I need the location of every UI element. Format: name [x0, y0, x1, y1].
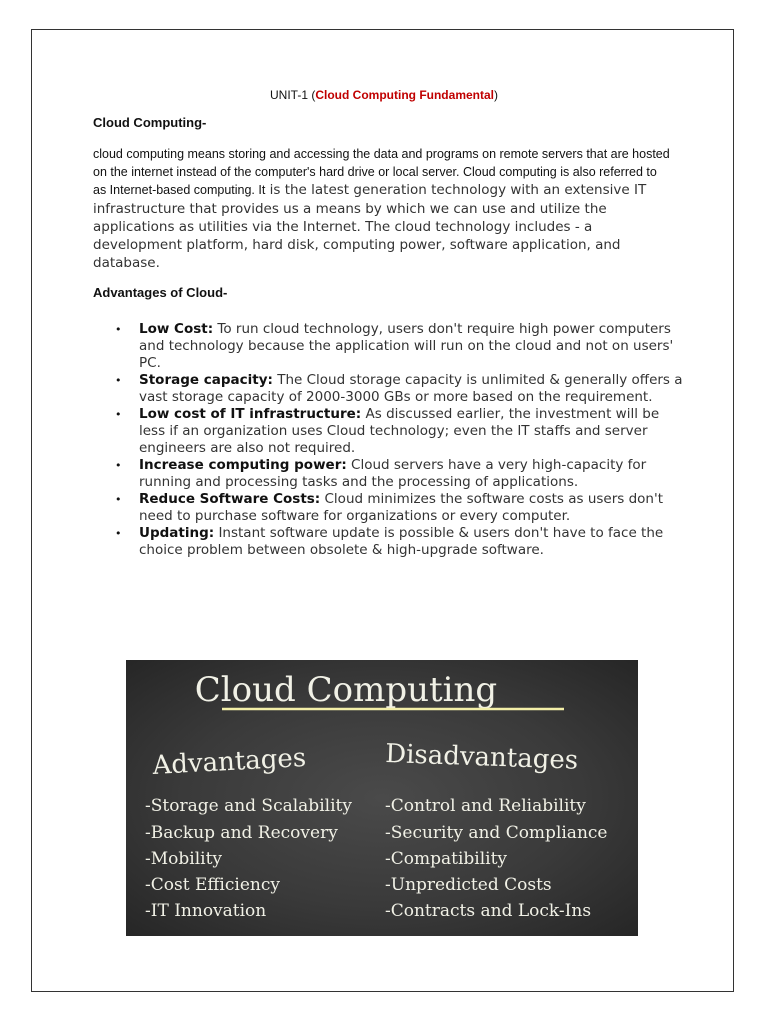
bullet-icon: • — [115, 493, 122, 506]
intro-sentence-small: cloud computing means storing and accessing the data and programs on remote servers that are hosted on the internet instead of the computer's hard drive or local server. Cloud computing is also referred to as Internet-based computing. It — [93, 147, 670, 198]
list-item — [115, 372, 684, 406]
advantage-text: To run cloud technology, users don't require high power computers and technology because the application will run on the cloud and not on users' PC. — [139, 321, 674, 371]
list-item — [115, 457, 684, 491]
chalk-advantage-item: -Backup and Recovery — [145, 823, 338, 843]
chalk-advantages-heading: Advantages — [151, 742, 307, 781]
advantage-term: Increase computing power: — [139, 457, 347, 473]
unit-title — [0, 88, 768, 102]
advantage-term: Updating: — [139, 525, 215, 541]
advantage-text: As discussed earlier, the investment will be less if an organization uses Cloud technology; even the IT staffs and server engineers are also not required. — [139, 406, 660, 456]
chalk-disadvantage-item: -Compatibility — [385, 849, 508, 869]
list-item — [115, 491, 684, 525]
list-item — [115, 525, 684, 559]
advantage-text: Cloud servers have a very high-capacity for running and processing tasks and the processing of applications. — [139, 457, 647, 490]
intro-paragraph — [93, 145, 673, 272]
advantages-list — [115, 321, 684, 559]
chalk-disadvantage-item: -Unpredicted Costs — [385, 875, 552, 895]
chalk-disadvantages-heading: Disadvantages — [384, 739, 579, 776]
unit-prefix: UNIT-1 ( — [270, 88, 316, 102]
course-name: Cloud Computing Fundamental — [315, 88, 494, 102]
chalkboard-image — [126, 660, 638, 936]
chalk-advantage-item: -Cost Efficiency — [145, 875, 280, 895]
advantage-term: Reduce Software Costs: — [139, 491, 321, 507]
chalk-advantage-item: -Storage and Scalability — [145, 796, 352, 816]
section-heading-cloud-computing: Cloud Computing- — [93, 115, 207, 130]
chalk-disadvantage-item: -Control and Reliability — [385, 796, 586, 816]
advantage-term: Storage capacity: — [139, 372, 273, 388]
chalk-disadvantage-item: -Security and Compliance — [385, 823, 608, 843]
advantage-term: Low Cost: — [139, 321, 214, 337]
unit-suffix: ) — [494, 88, 498, 102]
bullet-icon: • — [115, 527, 122, 540]
bullet-icon: • — [115, 323, 122, 336]
advantage-text: Cloud minimizes the software costs as users don't need to purchase software for organizations or every computer. — [139, 491, 663, 524]
advantage-term: Low cost of IT infrastructure: — [139, 406, 362, 422]
chalk-title: Cloud Computing — [194, 670, 498, 710]
bullet-icon: • — [115, 408, 122, 421]
advantage-text: The Cloud storage capacity is unlimited & generally offers a vast storage capacity of 2000-3000 GBs or more based on the requirement. — [139, 372, 683, 405]
bullet-icon: • — [115, 459, 122, 472]
section-heading-advantages: Advantages of Cloud- — [93, 285, 228, 300]
chalk-advantage-item: -IT Innovation — [145, 901, 267, 921]
list-item — [115, 406, 684, 457]
intro-sentence-large: is the latest generation technology with an extensive IT infrastructure that provides us a means by which we can use and utilize the applications as utilities via the Internet. The cloud technology includes - a development platform, hard disk, computing power, software application, and database. — [93, 182, 647, 272]
chalk-disadvantage-item: -Contracts and Lock-Ins — [385, 901, 592, 921]
list-item — [115, 321, 684, 372]
chalkboard-svg — [126, 660, 638, 936]
chalk-advantage-item: -Mobility — [145, 849, 223, 869]
advantage-text: Instant software update is possible & users don't have to face the choice problem between obsolete & high-upgrade software. — [139, 525, 664, 558]
bullet-icon: • — [115, 374, 122, 387]
